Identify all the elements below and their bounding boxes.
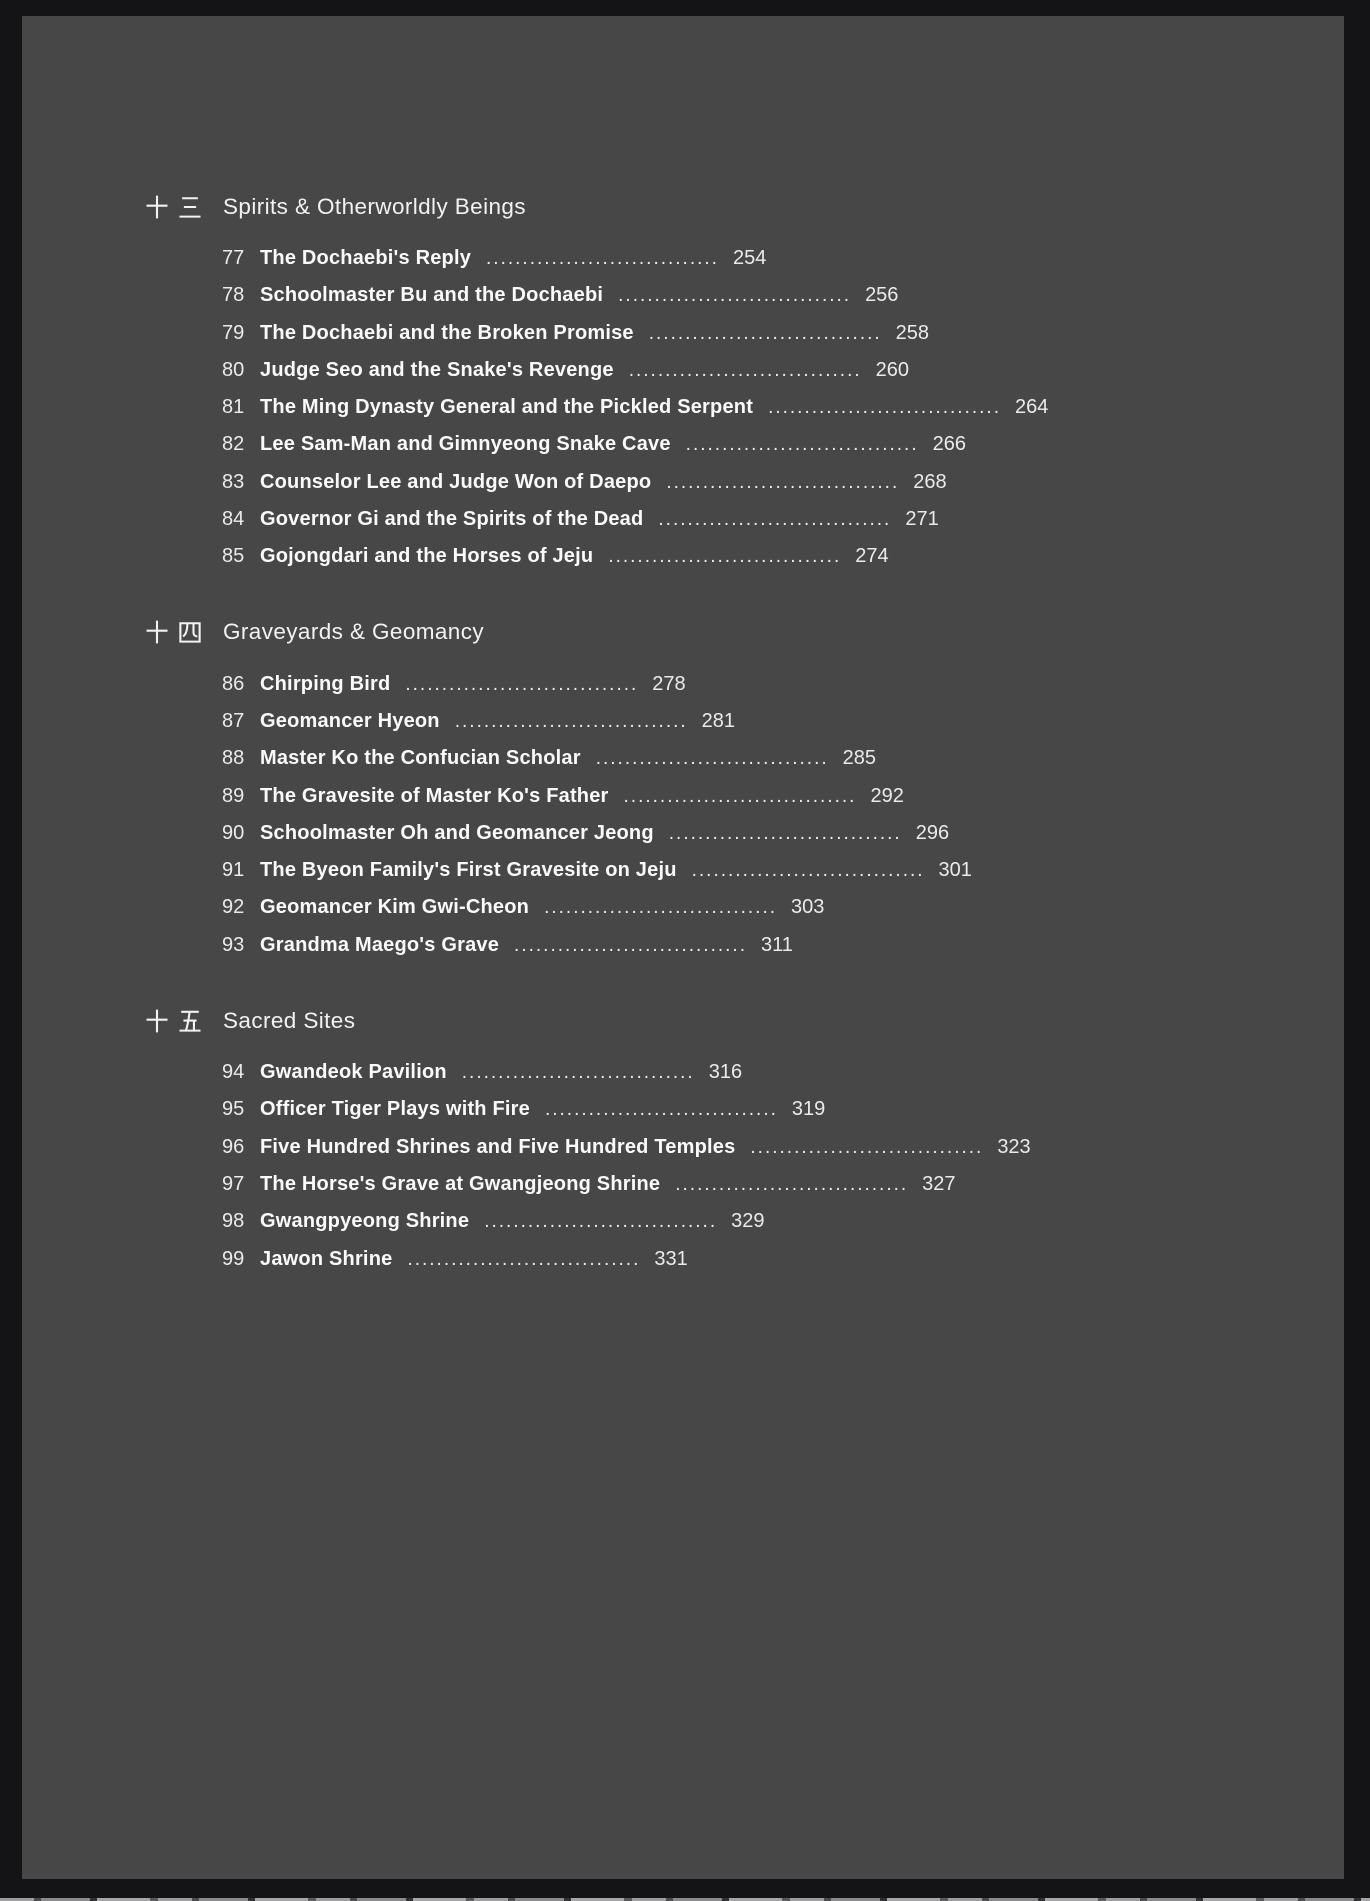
toc-entry[interactable]: [222, 889, 1344, 926]
entry-title: The Dochaebi and the Broken Promise: [260, 321, 634, 344]
leader-dots: ................................: [668, 822, 902, 844]
leader-dots: ................................: [486, 248, 719, 269]
entry-number: 89: [222, 784, 245, 807]
entry-title: The Ming Dynasty General and the Pickled Serpent: [260, 396, 754, 419]
entry-number: 85: [222, 545, 245, 568]
section-header: [143, 614, 1344, 651]
leader-dots: ................................: [544, 1099, 778, 1121]
toc-entry[interactable]: [222, 927, 1344, 964]
entry-title: Gojongdari and the Horses of Jeju: [260, 545, 594, 568]
section-numeral-cjk-icon: [143, 1007, 223, 1035]
entry-title: Lee Sam-Man and Gimnyeong Snake Cave: [260, 433, 671, 456]
entry-title: Counselor Lee and Judge Won of Daepo: [260, 470, 652, 493]
entry-title: Officer Tiger Plays with Fire: [260, 1098, 530, 1121]
entry-title: Gwandeok Pavilion: [260, 1061, 447, 1084]
entry-number: 77: [222, 247, 245, 269]
toc-entry[interactable]: [222, 538, 1344, 575]
entry-number: 96: [222, 1135, 245, 1158]
toc-entry[interactable]: [222, 852, 1344, 889]
entry-page-number: 271: [905, 508, 939, 531]
section-header: [143, 1002, 1344, 1039]
entry-title: The Gravesite of Master Ko's Father: [260, 784, 609, 807]
toc-entry[interactable]: [222, 240, 1344, 277]
entry-page-number: 281: [701, 709, 736, 732]
section-header: [143, 188, 1344, 225]
entry-number: 84: [222, 508, 245, 531]
entry-title: Schoolmaster Bu and the Dochaebi: [260, 284, 604, 307]
toc-entry[interactable]: [222, 778, 1344, 815]
entry-page-number: 268: [913, 470, 947, 493]
entry-number: 94: [222, 1061, 245, 1084]
leader-dots: ................................: [648, 322, 882, 344]
entry-page-number: 331: [654, 1247, 688, 1270]
toc-entry[interactable]: [222, 1091, 1344, 1128]
toc-entry[interactable]: [222, 315, 1344, 352]
entry-title: The Dochaebi's Reply: [260, 247, 472, 269]
entry-number: 91: [222, 859, 245, 882]
leader-dots: ................................: [405, 673, 639, 695]
leader-dots: ................................: [658, 509, 892, 531]
entry-page-number: 285: [842, 747, 876, 770]
entry-page-number: 311: [760, 933, 793, 956]
entry-page-number: 266: [932, 433, 966, 456]
leader-dots: ................................: [675, 1173, 909, 1195]
section-entries: [222, 1054, 1344, 1278]
entry-number: 90: [222, 821, 245, 844]
entry-title: Jawon Shrine: [260, 1247, 393, 1270]
toc-content: [22, 16, 1344, 1278]
toc-entry[interactable]: [222, 740, 1344, 777]
section-title: Graveyards & Geomancy: [223, 619, 484, 645]
section-numeral-cjk-icon: [143, 193, 223, 221]
leader-dots: ................................: [514, 934, 747, 956]
leader-dots: ................................: [454, 710, 688, 732]
entry-title: Judge Seo and the Snake's Revenge: [260, 358, 614, 381]
toc-entry[interactable]: [222, 703, 1344, 740]
toc-entry[interactable]: [222, 464, 1344, 501]
entry-title: Master Ko the Confucian Scholar: [260, 747, 581, 770]
entry-number: 95: [222, 1098, 245, 1121]
leader-dots: ................................: [618, 285, 852, 307]
entry-page-number: 278: [652, 672, 686, 695]
toc-entry[interactable]: [222, 1166, 1344, 1203]
entry-number: 78: [222, 284, 245, 307]
entry-page-number: 319: [791, 1098, 826, 1121]
entry-page-number: 327: [922, 1172, 956, 1195]
entry-number: 93: [222, 933, 245, 956]
entry-title: Geomancer Hyeon: [260, 709, 440, 732]
toc-section: [143, 188, 1344, 576]
entry-title: Five Hundred Shrines and Five Hundred Temples: [260, 1135, 736, 1158]
entry-number: 97: [222, 1172, 245, 1195]
toc-entry[interactable]: [222, 815, 1344, 852]
toc-entry[interactable]: [222, 501, 1344, 538]
section-numeral-cjk-icon: [143, 618, 223, 646]
section-entries: [222, 666, 1344, 964]
entry-title: Schoolmaster Oh and Geomancer Jeong: [260, 821, 654, 844]
entry-page-number: 292: [870, 784, 904, 807]
leader-dots: ................................: [750, 1136, 984, 1158]
entry-page-number: 296: [915, 821, 950, 844]
toc-entry[interactable]: [222, 389, 1344, 426]
entry-title: Gwangpyeong Shrine: [260, 1210, 470, 1233]
entry-number: 80: [222, 358, 245, 381]
entry-number: 99: [222, 1247, 245, 1270]
entry-page-number: 316: [708, 1061, 743, 1084]
toc-section: [143, 1002, 1344, 1278]
section-title: Spirits & Otherworldly Beings: [223, 193, 526, 219]
entry-page-number: 274: [855, 545, 889, 568]
entry-page-number: 264: [1014, 396, 1049, 419]
leader-dots: ................................: [461, 1062, 695, 1084]
entry-number: 79: [222, 321, 245, 344]
entry-number: 88: [222, 747, 245, 770]
toc-entry[interactable]: [222, 426, 1344, 463]
leader-dots: ................................: [595, 748, 829, 770]
entry-page-number: 256: [865, 284, 899, 307]
entry-title: The Byeon Family's First Gravesite on Jeju: [260, 859, 677, 882]
leader-dots: ................................: [691, 860, 925, 882]
entry-page-number: 323: [997, 1135, 1031, 1158]
entry-page-number: 258: [895, 321, 930, 344]
toc-entry[interactable]: [222, 277, 1344, 314]
section-title: Sacred Sites: [223, 1007, 356, 1033]
entry-title: Geomancer Kim Gwi-Cheon: [260, 896, 530, 919]
leader-dots: ................................: [666, 471, 900, 493]
entry-title: The Horse's Grave at Gwangjeong Shrine: [260, 1172, 661, 1195]
leader-dots: ................................: [623, 785, 857, 807]
entry-number: 92: [222, 896, 245, 919]
toc-section: [143, 614, 1344, 964]
toc-entry[interactable]: [222, 1241, 1344, 1278]
leader-dots: ................................: [407, 1248, 641, 1270]
entry-title: Chirping Bird: [260, 672, 391, 695]
leader-dots: ................................: [484, 1211, 718, 1233]
toc-entry[interactable]: [222, 666, 1344, 703]
entry-title: Grandma Maego's Grave: [260, 933, 500, 956]
entry-page-number: 254: [732, 247, 767, 269]
leader-dots: ................................: [628, 359, 862, 381]
toc-entry[interactable]: [222, 1129, 1344, 1166]
toc-entry[interactable]: [222, 1203, 1344, 1240]
entry-page-number: 329: [731, 1210, 765, 1233]
entry-number: 87: [222, 709, 245, 732]
toc-entry[interactable]: [222, 1054, 1344, 1091]
entry-page-number: 260: [875, 358, 909, 381]
entry-number: 83: [222, 470, 245, 493]
leader-dots: ................................: [768, 397, 1001, 419]
leader-dots: ................................: [544, 897, 778, 919]
toc-entry[interactable]: [222, 352, 1344, 389]
entry-number: 98: [222, 1210, 245, 1233]
leader-dots: ................................: [685, 434, 919, 456]
entry-title: Governor Gi and the Spirits of the Dead: [260, 508, 644, 531]
entry-number: 81: [222, 396, 245, 419]
entry-page-number: 301: [938, 859, 972, 882]
entry-number: 86: [222, 672, 245, 695]
entry-number: 82: [222, 433, 245, 456]
entry-page-number: 303: [791, 896, 825, 919]
toc-page: [22, 16, 1344, 1879]
section-entries: [222, 240, 1344, 576]
leader-dots: ................................: [608, 546, 842, 568]
